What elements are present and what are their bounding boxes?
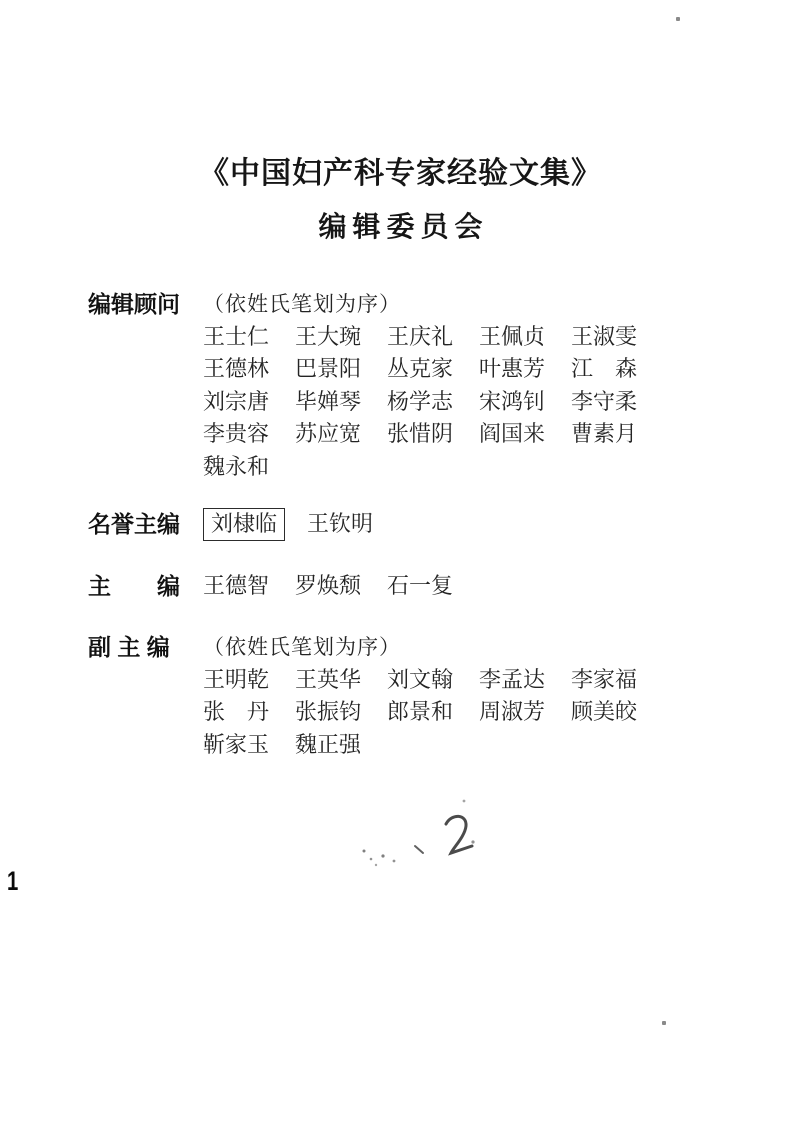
sort-order-note: （依姓氏笔划为序） <box>203 292 401 316</box>
section-editorial-advisors <box>88 288 639 483</box>
person-name: 顾美皎 <box>571 699 638 724</box>
person-name: 王德林 <box>203 356 270 381</box>
person-name: 张 丹 <box>203 699 270 724</box>
person-name: 杨学志 <box>387 388 454 414</box>
advisors-content <box>203 288 639 483</box>
scan-speck <box>662 1021 666 1025</box>
person-name: 王英华 <box>295 666 362 692</box>
person-name: 宋鸿钊 <box>479 388 546 414</box>
page-number: 1 <box>7 866 19 896</box>
honorary-editors-content <box>203 508 373 541</box>
sort-order-note: （依姓氏笔划为序） <box>203 635 401 659</box>
book-title: 《中国妇产科专家经验文集》 <box>199 157 602 190</box>
person-name: 王大琬 <box>295 323 362 349</box>
person-name: 江 森 <box>571 356 638 381</box>
name-row <box>203 321 639 354</box>
person-name: 王士仁 <box>203 323 270 349</box>
name-row <box>203 664 639 697</box>
person-name: 王淑雯 <box>571 323 638 349</box>
deputy-editors-label: 副 主 编 <box>88 634 170 660</box>
person-name: 李家福 <box>571 666 638 692</box>
advisors-label: 编辑顾问 <box>88 291 180 317</box>
person-name: 李守柔 <box>571 388 638 414</box>
person-name: 郎景和 <box>387 699 454 724</box>
person-name: 叶惠芳 <box>479 356 546 381</box>
honorary-editors-label: 名誉主编 <box>88 511 180 537</box>
editorial-committee-heading: 编辑委员会 <box>318 212 489 243</box>
person-name: 曹素月 <box>571 421 638 446</box>
scan-speck <box>676 17 680 21</box>
person-name: 毕婵琴 <box>295 388 362 414</box>
section-honorary-editors <box>88 508 373 541</box>
person-name: 苏应宽 <box>295 421 362 446</box>
name-row <box>203 729 639 762</box>
chief-editors-label: 主 编 <box>88 573 180 599</box>
person-name: 李贵容 <box>203 421 270 446</box>
person-name: 王德智 <box>203 573 270 598</box>
section-deputy-editors <box>88 631 639 761</box>
person-name: 王明乾 <box>203 666 270 692</box>
deceased-name-box: 刘棣临 <box>203 508 285 541</box>
person-name: 张惜阴 <box>387 421 454 446</box>
person-name: 罗焕颓 <box>295 573 362 598</box>
person-name: 王佩贞 <box>479 323 546 349</box>
person-name: 刘文翰 <box>387 666 454 692</box>
person-name: 魏正强 <box>295 731 362 757</box>
name-row <box>203 696 639 729</box>
person-name: 靳家玉 <box>203 731 270 757</box>
person-name: 巴景阳 <box>295 356 362 381</box>
person-name: 魏永和 <box>203 453 270 479</box>
person-name: 王钦明 <box>307 511 374 537</box>
handwritten-mark <box>340 780 520 880</box>
name-row <box>203 386 639 419</box>
person-name: 张振钧 <box>295 699 362 724</box>
person-name: 周淑芳 <box>479 699 546 724</box>
name-row <box>203 418 639 451</box>
person-name: 阎国来 <box>479 421 546 446</box>
person-name: 刘宗唐 <box>203 388 270 414</box>
person-name: 王庆礼 <box>387 323 454 349</box>
section-chief-editors <box>88 570 455 603</box>
chief-editors-content <box>203 570 455 603</box>
name-row <box>203 451 639 484</box>
name-row <box>203 353 639 386</box>
person-name: 李孟达 <box>479 666 546 692</box>
person-name: 丛克家 <box>387 356 454 381</box>
person-name: 石一复 <box>387 573 454 598</box>
deputy-editors-content <box>203 631 639 761</box>
